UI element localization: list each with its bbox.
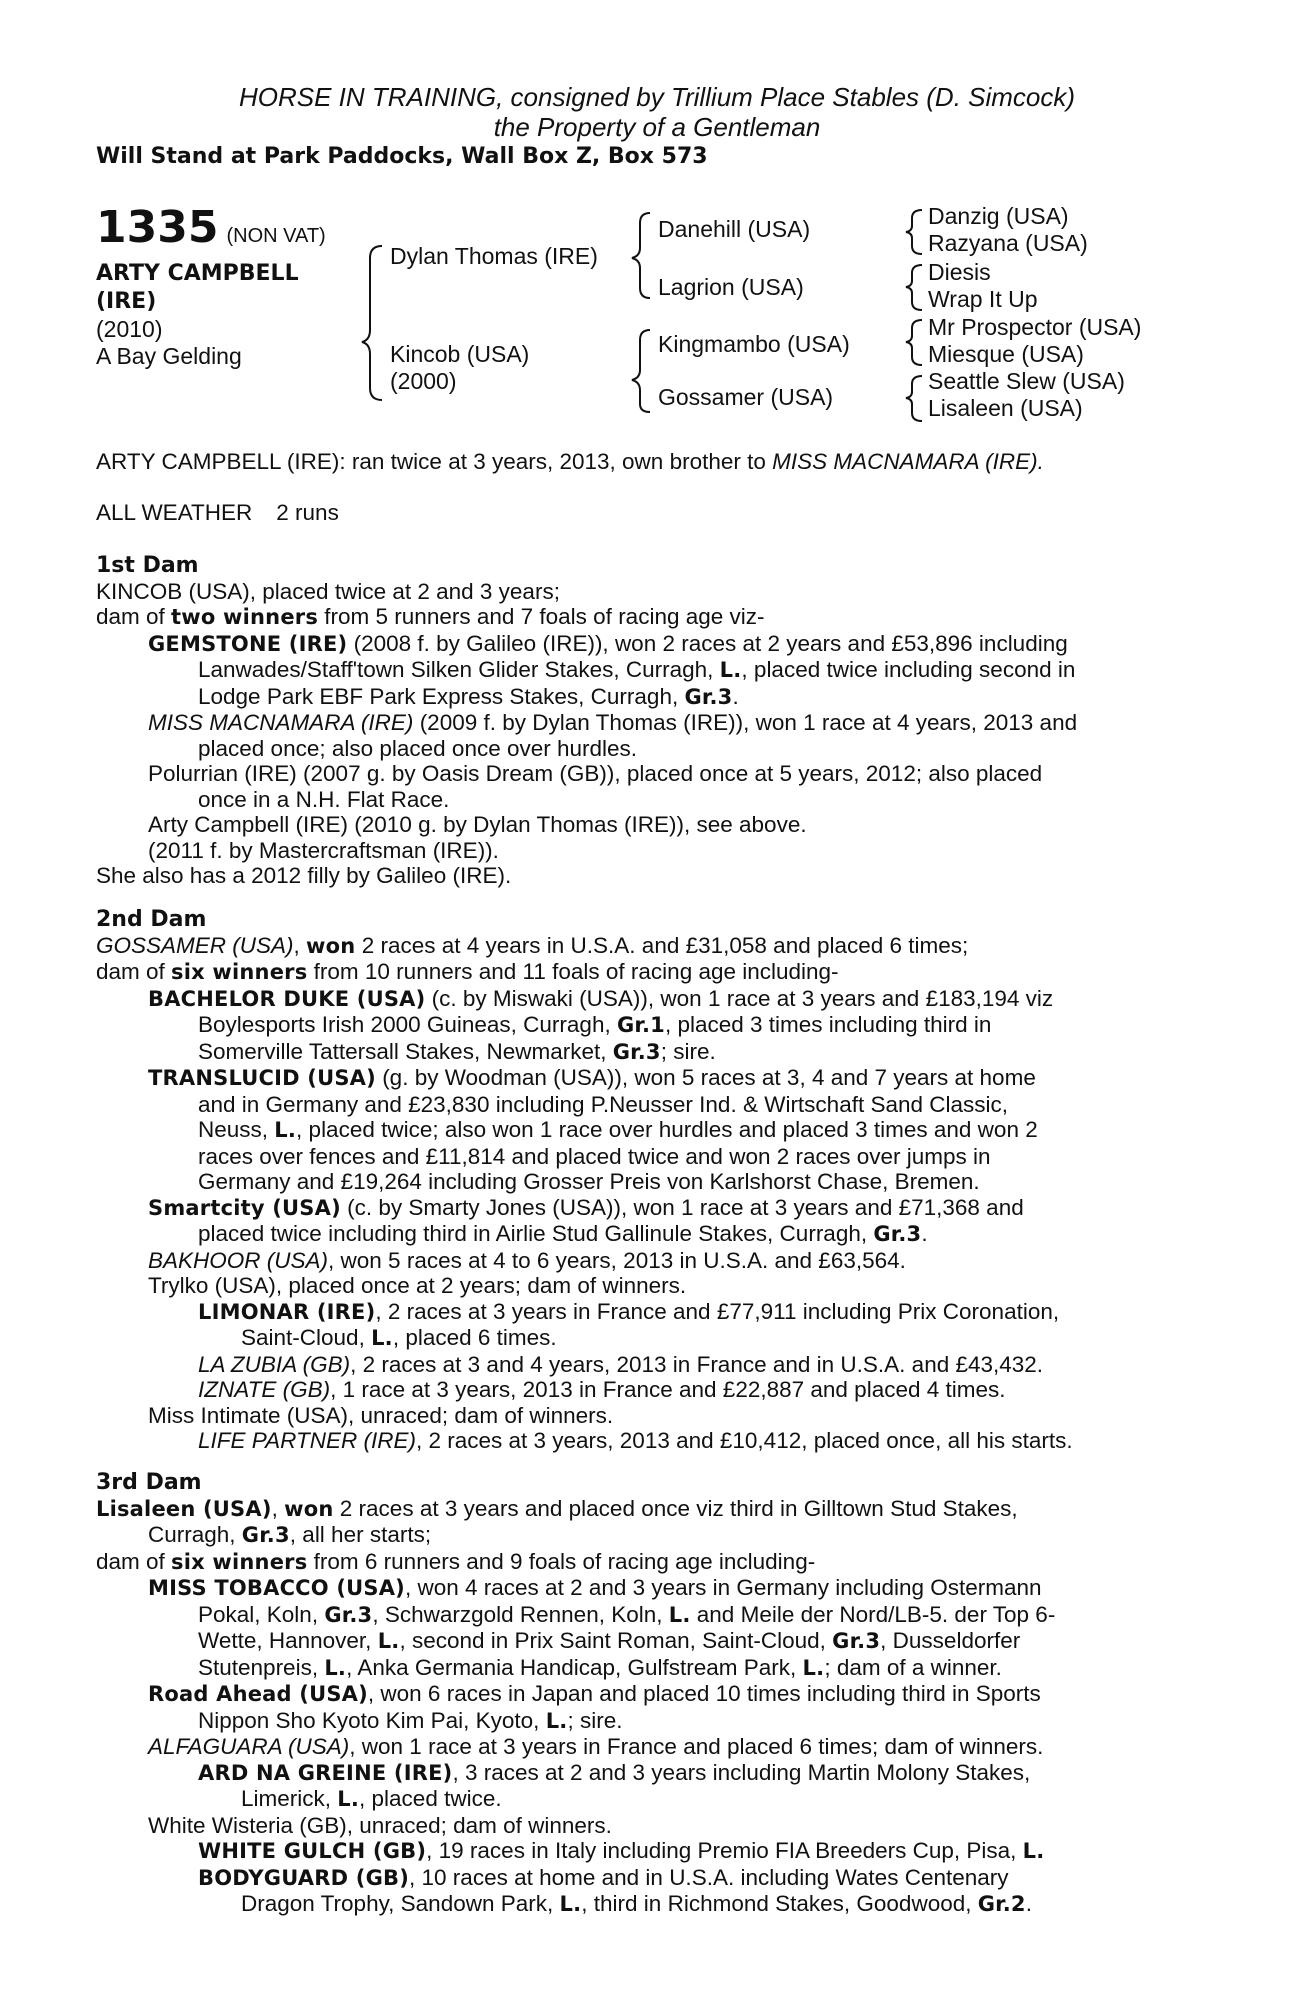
six-winners: six winners [171, 1549, 308, 1574]
bodyguard-line [96, 1865, 1206, 1892]
text: , second in Prix Saint Roman, Saint-Cloud, [399, 1628, 833, 1653]
text: Lodge Park EBF Park Express Stakes, Curragh, [198, 683, 685, 709]
text: Nippon Sho Kyoto Kim Pai, Kyoto, [198, 1707, 546, 1733]
bakhoor-line [96, 1248, 1206, 1274]
listed: L. [377, 1629, 400, 1653]
life-partner-name: LIFE PARTNER (IRE) [198, 1428, 416, 1453]
brace-g3-1 [906, 210, 922, 254]
brace-g3-3 [906, 320, 922, 365]
lisaleen-line [96, 1496, 1206, 1523]
white-gulch-name: WHITE GULCH (GB) [198, 1839, 427, 1863]
pedigree-dam-year: (2000) [390, 368, 457, 394]
listed: L. [545, 1708, 568, 1733]
translucid-line-4: races over fences and £11,814 and placed twice and won 2 races over jumps in [198, 1143, 991, 1169]
group-2: Gr.2 [977, 1892, 1026, 1916]
text: dam of [96, 604, 172, 629]
pedigree-g3-5: Mr Prospector (USA) [928, 314, 1142, 340]
group-3: Gr.3 [612, 1039, 661, 1064]
text: , 3 races at 2 and 3 years including Martin Molony Stakes, [452, 1759, 1031, 1785]
miss-macnamara-line [96, 710, 1206, 736]
text: , won 4 races at 2 and 3 years in Germany including Ostermann [404, 1575, 1042, 1600]
text: placed twice including third in Airlie Stud Gallinule Stakes, Curragh, [198, 1221, 874, 1246]
listed: L. [324, 1655, 347, 1680]
horse-name-line2: (IRE) [96, 289, 157, 314]
brace-dam [632, 330, 650, 412]
text: . [1025, 1891, 1032, 1916]
translucid-line-5: Germany and £19,264 including Grosser Preis von Karlshorst Chase, Bremen. [198, 1169, 980, 1194]
text: , Dusseldorfer [880, 1628, 1021, 1653]
text: Neuss, [198, 1117, 275, 1142]
group-1: Gr.1 [616, 1013, 665, 1037]
summary-line [96, 449, 1206, 475]
text: , 10 races at home and in U.S.A. including Wates Centenary [409, 1864, 1009, 1890]
two-winners: two winners [171, 605, 319, 629]
text: Lanwades/Staff'town Silken Glider Stakes, Curragh, [198, 657, 720, 682]
miss-tobacco-line-2 [96, 1602, 1206, 1629]
pedigree-g3-6: Miesque (USA) [928, 341, 1084, 367]
listed: L. [1022, 1839, 1045, 1863]
text: , [293, 932, 307, 958]
text: Saint-Cloud, [241, 1325, 372, 1350]
gemstone-line [96, 631, 1206, 658]
bachelor-duke-line-2 [96, 1012, 1206, 1039]
pedigree-g3-4: Wrap It Up [928, 286, 1038, 312]
text: ; dam of a winner. [824, 1654, 1002, 1680]
text: 2 races at 4 years in U.S.A. and £31,058 and placed 6 times; [355, 932, 969, 958]
text: , placed 6 times. [392, 1325, 557, 1350]
brace-sire [632, 213, 650, 298]
horse-year: (2010) [96, 316, 163, 342]
miss-tobacco-line-4 [96, 1655, 1206, 1682]
bodyguard-name: BODYGUARD (GB) [198, 1865, 410, 1890]
polurrian-line: Polurrian (IRE) (2007 g. by Oasis Dream (GB)), placed once at 5 years, 2012; also placed [148, 761, 1043, 786]
translucid-name: TRANSLUCID (USA) [148, 1066, 376, 1090]
limonar-name: LIMONAR (IRE) [198, 1299, 376, 1324]
listed: L. [802, 1655, 825, 1680]
ard-na-greine-line-2 [96, 1786, 1206, 1813]
text: , won 1 race at 3 years in France and placed 6 times; dam of winners. [349, 1734, 1044, 1759]
la-zubia-line [96, 1352, 1206, 1378]
listed: L. [719, 658, 742, 682]
trylko-line: Trylko (USA), placed once at 2 years; dam of winners. [148, 1273, 687, 1298]
lot-number-value: 1335 [96, 202, 219, 253]
pedigree-g3-8: Lisaleen (USA) [928, 395, 1083, 421]
limonar-line-2 [96, 1325, 1206, 1352]
all-weather-line [96, 500, 1206, 526]
miss-macnamara-line-2: placed once; also placed once over hurdles. [198, 735, 638, 761]
text: . [921, 1221, 928, 1246]
gemstone-name: GEMSTONE (IRE) [148, 631, 348, 656]
group-3: Gr.3 [324, 1602, 373, 1627]
group-3: Gr.3 [684, 684, 733, 709]
lisaleen-produce [96, 1549, 1206, 1576]
text: Curragh, [148, 1522, 242, 1547]
bakhoor-name: BAKHOOR (USA) [148, 1247, 329, 1273]
bachelor-duke-line [96, 986, 1206, 1013]
text: (c. by Smarty Jones (USA)), won 1 race at 3 years and £71,368 and [340, 1194, 1024, 1220]
ard-na-greine-name: ARD NA GREINE (IRE) [198, 1760, 453, 1785]
iznate-line [96, 1377, 1206, 1403]
group-3: Gr.3 [873, 1222, 922, 1246]
gemstone-line-2 [96, 657, 1206, 684]
gemstone-line-3 [96, 684, 1206, 711]
pedigree-dam-dam: Gossamer (USA) [658, 384, 834, 410]
text: from 10 runners and 11 foals of racing age including- [307, 959, 839, 984]
filly-2011-line: (2011 f. by Mastercraftsman (IRE)). [148, 837, 499, 863]
text: , third in Richmond Stakes, Goodwood, [581, 1891, 978, 1916]
lisaleen-line-2 [96, 1522, 1206, 1549]
text: , 2 races at 3 and 4 years, 2013 in France and in U.S.A. and £43,432. [350, 1351, 1044, 1377]
header-title: HORSE IN TRAINING, consigned by Trillium Place Stables (D. Simcock) [238, 82, 1076, 112]
first-dam-kincob: KINCOB (USA), placed twice at 2 and 3 years; [96, 578, 560, 604]
smartcity-line-2 [96, 1221, 1206, 1248]
text: from 6 runners and 9 foals of racing age including- [307, 1548, 816, 1574]
text: , 2 races at 3 years, 2013 and £10,412, placed once, all his starts. [415, 1428, 1073, 1453]
miss-tobacco-line [96, 1575, 1206, 1602]
text: dam of [96, 959, 172, 984]
text: (2008 f. by Galileo (IRE)), won 2 races at 2 years and £53,896 including [347, 630, 1068, 656]
text: , 19 races in Italy including Premio FIA Breeders Cup, Pisa, [426, 1838, 1023, 1863]
text: (2009 f. by Dylan Thomas (IRE)), won 1 race at 4 years, 2013 and [413, 710, 1078, 735]
text: , Schwarzgold Rennen, Koln, [372, 1601, 669, 1627]
text: Boylesports Irish 2000 Guineas, Curragh, [198, 1012, 617, 1037]
horse-description: A Bay Gelding [96, 343, 242, 369]
miss-tobacco-line-3 [96, 1628, 1206, 1655]
arty-campbell-line: Arty Campbell (IRE) (2010 g. by Dylan Thomas (IRE)), see above. [148, 812, 807, 837]
pedigree-g3-7: Seattle Slew (USA) [928, 368, 1125, 394]
text: 2 races at 3 years and placed once viz third in Gilltown Stud Stakes, [333, 1495, 1018, 1521]
road-ahead-name: Road Ahead (USA) [148, 1682, 368, 1706]
listed: L. [668, 1602, 691, 1627]
ard-na-greine-line [96, 1760, 1206, 1787]
text: ; sire. [660, 1038, 716, 1064]
pedigree-sire: Dylan Thomas (IRE) [390, 243, 598, 269]
won: won [284, 1496, 334, 1521]
bachelor-duke-name: BACHELOR DUKE (USA) [148, 986, 426, 1011]
summary-text: ARTY CAMPBELL (IRE): ran twice at 3 years, 2013, own brother to [96, 449, 773, 474]
miss-intimate-line: Miss Intimate (USA), unraced; dam of winners. [148, 1402, 614, 1428]
second-dam-heading: 2nd Dam [96, 907, 207, 932]
limonar-line [96, 1299, 1206, 1326]
miss-macnamara-name: MISS MACNAMARA (IRE) [148, 710, 414, 735]
text: Pokal, Koln, [198, 1601, 325, 1627]
text: (c. by Miswaki (USA)), won 1 race at 3 years and £183,194 viz [425, 985, 1054, 1011]
text: , placed twice; also won 1 race over hurdles and placed 3 times and won 2 [296, 1117, 1038, 1142]
text: . [732, 683, 739, 709]
brace-sire-dam [362, 246, 382, 400]
text: , placed twice including second in [741, 657, 1076, 682]
pedigree-dam: Kincob (USA) [390, 341, 530, 367]
listed: L. [337, 1787, 360, 1811]
text: , 2 races at 3 years in France and £77,911 including Prix Coronation, [375, 1298, 1060, 1324]
brace-g3-4 [906, 376, 922, 421]
text: Limerick, [241, 1786, 338, 1811]
smartcity-line [96, 1195, 1206, 1222]
filly-2012-line: She also has a 2012 filly by Galileo (IRE). [96, 863, 512, 888]
text: Wette, Hannover, [198, 1628, 378, 1653]
text: Dragon Trophy, Sandown Park, [241, 1891, 560, 1916]
lot-vat: (NON VAT) [226, 225, 326, 247]
text: , placed twice. [359, 1786, 502, 1811]
group-3: Gr.3 [832, 1629, 881, 1653]
white-gulch-line [96, 1838, 1206, 1865]
life-partner-line [96, 1428, 1206, 1454]
six-winners: six winners [171, 960, 308, 984]
iznate-name: IZNATE (GB) [198, 1377, 331, 1402]
translucid-line-2: and in Germany and £23,830 including P.Neusser Ind. & Wirtschaft Sand Classic, [198, 1091, 1009, 1117]
polurrian-line-2: once in a N.H. Flat Race. [198, 786, 450, 812]
miss-tobacco-name: MISS TOBACCO (USA) [148, 1576, 405, 1600]
pedigree-g3-2: Razyana (USA) [928, 230, 1088, 256]
translucid-line [96, 1065, 1206, 1092]
summary-sibling: MISS MACNAMARA (IRE). [772, 449, 1044, 474]
won: won [306, 933, 356, 958]
gossamer-name: GOSSAMER (USA) [96, 932, 294, 958]
bachelor-duke-line-3 [96, 1039, 1206, 1066]
first-dam-section [96, 553, 1206, 889]
bodyguard-line-2 [96, 1891, 1206, 1918]
pedigree-sire-sire: Danehill (USA) [658, 216, 811, 242]
pedigree-g3-1: Danzig (USA) [928, 203, 1069, 229]
smartcity-name: Smartcity (USA) [148, 1195, 341, 1220]
text: , [271, 1495, 285, 1521]
text: from 5 runners and 7 foals of racing age viz- [318, 604, 765, 629]
text: Stutenpreis, [198, 1654, 325, 1680]
all-weather-value: 2 runs [276, 500, 339, 525]
text: , all her starts; [289, 1522, 432, 1547]
text: dam of [96, 1548, 172, 1574]
alfaguara-name: ALFAGUARA (USA) [148, 1734, 350, 1759]
translucid-line-3 [96, 1117, 1206, 1144]
first-dam-produce [96, 604, 1206, 631]
brace-g3-2 [906, 265, 922, 310]
text: (g. by Woodman (USA)), won 5 races at 3, 4 and 7 years at home [375, 1065, 1036, 1090]
text: Somerville Tattersall Stakes, Newmarket, [198, 1038, 613, 1064]
text: , won 5 races at 4 to 6 years, 2013 in U.S.A. and £63,564. [328, 1247, 906, 1273]
gossamer-produce [96, 959, 1206, 986]
pedigree-g3-3: Diesis [928, 259, 991, 285]
listed: L. [371, 1326, 393, 1350]
text: , won 6 races in Japan and placed 10 times including third in Sports [367, 1681, 1041, 1706]
text: , Anka Germania Handicap, Gulfstream Park, [346, 1654, 803, 1680]
group-3: Gr.3 [241, 1523, 290, 1547]
lisaleen-name: Lisaleen (USA) [96, 1496, 272, 1521]
horse-name-line1: ARTY CAMPBELL [96, 261, 299, 286]
listed: L. [559, 1892, 582, 1916]
white-wisteria-line: White Wisteria (GB), unraced; dam of winners. [148, 1812, 612, 1838]
text: ; sire. [567, 1707, 623, 1733]
road-ahead-line-2 [96, 1708, 1206, 1735]
first-dam-heading: 1st Dam [96, 553, 199, 578]
third-dam-section [96, 1470, 1206, 1918]
la-zubia-name: LA ZUBIA (GB) [198, 1351, 351, 1377]
header-subtitle: the Property of a Gentleman [493, 112, 821, 142]
text: and Meile der Nord/LB-5. der Top 6- [690, 1601, 1056, 1627]
alfaguara-line [96, 1734, 1206, 1760]
text: , placed 3 times including third in [664, 1012, 992, 1037]
listed: L. [274, 1118, 297, 1142]
third-dam-heading: 3rd Dam [96, 1470, 202, 1495]
pedigree-dam-sire: Kingmambo (USA) [658, 331, 850, 357]
all-weather-label: ALL WEATHER [96, 500, 253, 525]
pedigree-sire-dam: Lagrion (USA) [658, 274, 804, 300]
second-dam-section [96, 907, 1206, 1454]
gossamer-line [96, 933, 1206, 960]
road-ahead-line [96, 1681, 1206, 1708]
header-location: Will Stand at Park Paddocks, Wall Box Z, Box 573 [96, 144, 708, 169]
text: , 1 race at 3 years, 2013 in France and £22,887 and placed 4 times. [330, 1377, 1006, 1402]
